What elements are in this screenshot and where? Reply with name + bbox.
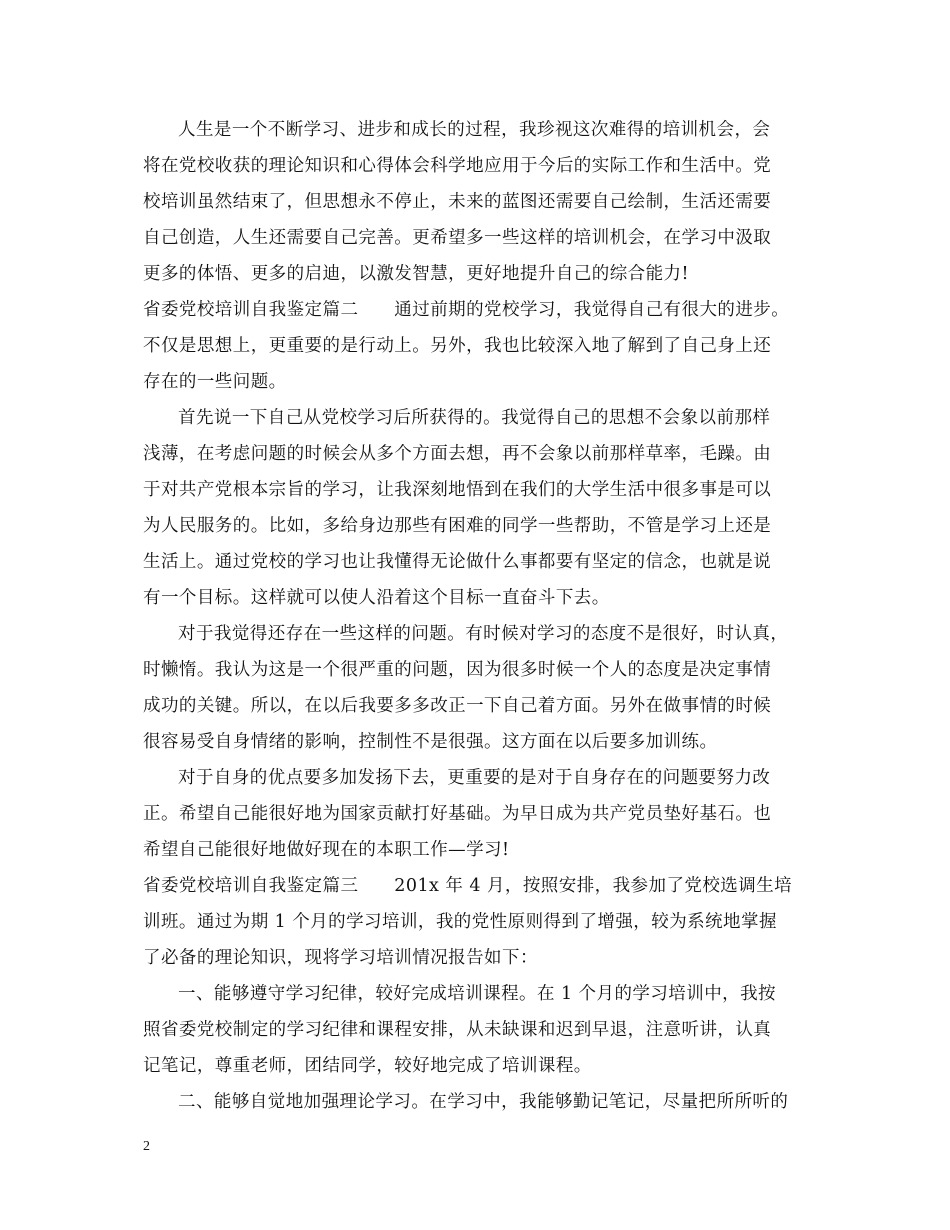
text-line: 正。希望自己能很好地为国家贡献打好基础。为早日成为共产党员垫好基石。也: [143, 804, 772, 824]
text-line: 浅薄，在考虑问题的时候会从多个方面去想，再不会象以前那样草率，毛躁。由: [143, 444, 772, 464]
text-line: 对于自身的优点要多加发扬下去，更重要的是对于自身存在的问题要努力改: [178, 768, 771, 788]
text-line: 训班。通过为期 1 个月的学习培训，我的党性原则得到了增强，较为系统地掌握: [143, 912, 777, 932]
text-line: 为人民服务的。比如，多给身边那些有困难的同学一些帮助，不管是学习上还是: [143, 516, 772, 536]
text-line: 照省委党校制定的学习纪律和课程安排，从未缺课和迟到早退，注意听讲，认真: [143, 1020, 772, 1040]
text-line: 人生是一个不断学习、进步和成长的过程，我珍视这次难得的培训机会，会: [178, 120, 771, 140]
text-line: 不仅是思想上，更重要的是行动上。另外，我也比较深入地了解到了自己身上还: [143, 336, 772, 356]
text-line: 了必备的理论知识，现将学习培训情况报告如下：: [143, 948, 538, 968]
text-line: 对于我觉得还存在一些这样的问题。有时候对学习的态度不是很好，时认真，: [178, 624, 789, 644]
section-heading-line: 省委党校培训自我鉴定篇三 201x 年 4 月，按照安排，我参加了党校选调生培: [143, 876, 793, 896]
page-number: 2: [143, 1139, 150, 1154]
text-line: 希望自己能很好地做好现在的本职工作—学习!: [143, 840, 510, 860]
text-line: 于对共产党根本宗旨的学习，让我深刻地悟到在我们的大学生活中很多事是可以: [143, 480, 772, 500]
text-line: 将在党校收获的理论知识和心得体会科学地应用于今后的实际工作和生活中。党: [143, 156, 772, 176]
text-line: 有一个目标。这样就可以使人沿着这个目标一直奋斗下去。: [143, 588, 610, 608]
text-line: 成功的关键。所以，在以后我要多多改正一下自己着方面。另外在做事情的时候: [143, 696, 772, 716]
text-line: 时懒惰。我认为这是一个很严重的问题，因为很多时候一个人的态度是决定事情: [143, 660, 772, 680]
text-line: 二、能够自觉地加强理论学习。在学习中，我能够勤记笔记，尽量把所所听的: [178, 1092, 789, 1112]
text-line: 更多的体悟、更多的启迪，以激发智慧，更好地提升自己的综合能力!: [143, 264, 689, 284]
text-line: 存在的一些问题。: [143, 372, 287, 392]
text-line: 生活上。通过党校的学习也让我懂得无论做什么事都要有坚定的信念，也就是说: [143, 552, 772, 572]
text-line: 首先说一下自己从党校学习后所获得的。我觉得自己的思想不会象以前那样: [178, 408, 771, 428]
text-line: 记笔记，尊重老师，团结同学，较好地完成了培训课程。: [143, 1056, 592, 1076]
text-line: 很容易受自身情绪的影响，控制性不是很强。这方面在以后要多加训练。: [143, 732, 718, 752]
text-line: 校培训虽然结束了，但思想永不停止，未来的蓝图还需要自己绘制，生活还需要: [143, 192, 772, 212]
text-line: 自己创造，人生还需要自己完善。更希望多一些这样的培训机会，在学习中汲取: [143, 228, 772, 248]
text-line: 一、能够遵守学习纪律，较好完成培训课程。在 1 个月的学习培训中，我按: [178, 984, 777, 1004]
section-heading-line: 省委党校培训自我鉴定篇二 通过前期的党校学习，我觉得自己有很大的进步。: [143, 300, 790, 320]
